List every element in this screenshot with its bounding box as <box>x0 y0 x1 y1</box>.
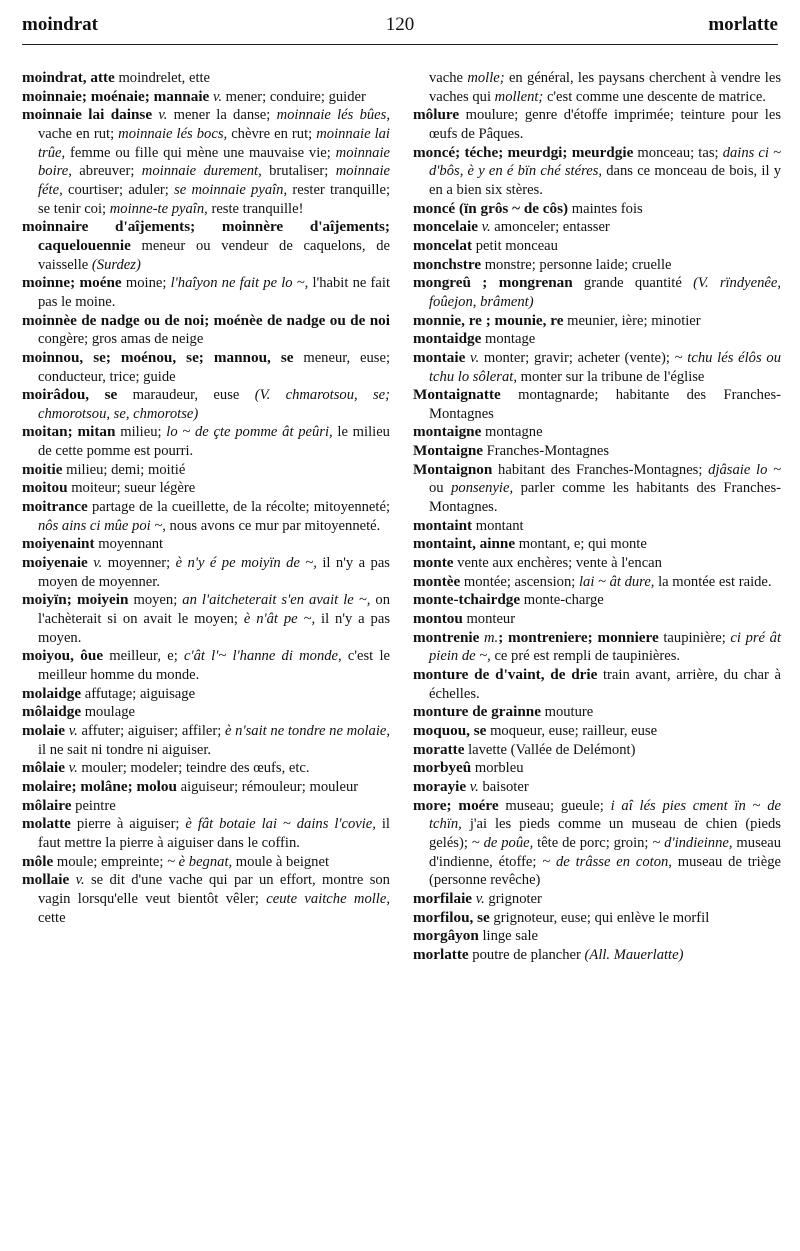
dictionary-entry <box>413 442 781 461</box>
definition-text: amonceler; entasser <box>490 219 610 236</box>
right-column <box>413 69 781 965</box>
definition-text: monte-charge <box>520 592 604 609</box>
definition-text: nous avons ce mur par mitoyenneté. <box>165 517 381 534</box>
definition-text: meunier, ière; minotier <box>563 312 701 329</box>
dictionary-entry <box>413 573 781 592</box>
definition-text: se dit d'une vache qui par un effort, montre son vagin lorsqu'elle veut bientôt vêler; <box>38 872 390 907</box>
headword: môlure <box>413 106 460 124</box>
headword: monture de d'vaint, de drie <box>413 666 598 683</box>
headword: moiyïn; moiyein <box>22 591 129 609</box>
headword: moitou <box>22 479 68 497</box>
dictionary-entry <box>413 927 781 946</box>
page-header <box>22 14 778 44</box>
definition-text: monceau; tas; <box>633 144 723 161</box>
example-text: è n'sait ne tondre ne molaie, <box>225 722 390 739</box>
example-text: moinnaie lés bocs, <box>118 125 228 142</box>
headword: monnie, re ; mounie, re <box>413 311 564 329</box>
dictionary-entry <box>413 330 781 349</box>
definition-text: morbleu <box>471 760 524 777</box>
headword: moncé (ïn grôs ~ de côs) <box>413 199 569 217</box>
example-text: l'haîyon ne fait pe lo ~, <box>170 275 309 292</box>
definition-text: museau de triège (personne revêche) <box>429 853 781 889</box>
dictionary-entry <box>413 274 781 311</box>
definition-text: moyenner; <box>102 555 176 572</box>
definition-text: monter; gravir; acheter (vente); <box>479 349 675 366</box>
example-text: nôs ains ci mûe poi ~, <box>38 517 166 534</box>
headword: moncé; téche; meurdgi; meurdgie <box>413 143 634 161</box>
header-left-guide-word: moindrat <box>22 14 98 35</box>
example-text: ~ d'indieinne, <box>652 834 733 851</box>
definition-text: montagnarde; habitante des Franches-Montagnes <box>429 387 781 422</box>
dictionary-entry <box>413 218 781 237</box>
definition-text: museau d'indienne, étoffe; <box>429 834 781 870</box>
headword: morlatte <box>413 945 469 963</box>
definition-text: moindrelet, ette <box>114 70 211 86</box>
example-text: ~ è begnat, <box>167 853 233 870</box>
definition-text: mouture <box>540 704 594 721</box>
definition-text: tête de porc; groin; <box>533 834 653 851</box>
example-text: mollent; <box>494 88 544 105</box>
dictionary-entry <box>22 535 390 554</box>
dictionary-entry <box>413 591 781 610</box>
headword: moinne; moéne <box>22 274 122 292</box>
example-text: i aî lés pies cment ïn ~ de tchïn, <box>429 797 781 833</box>
example-text: m. <box>479 629 499 646</box>
headword: moiyenaint <box>22 535 95 553</box>
dictionary-entry <box>413 535 781 554</box>
headword: molaie <box>22 721 66 739</box>
headword: moquou, se <box>413 721 487 739</box>
example-text: v. <box>152 107 168 124</box>
headword: molaidge <box>22 684 82 702</box>
dictionary-entry <box>413 890 781 909</box>
left-column <box>22 69 390 927</box>
definition-text: mener la danse; <box>167 107 277 124</box>
definition-text: brutaliser; <box>261 163 336 180</box>
headword: more; moére <box>413 796 499 814</box>
dictionary-entry <box>22 423 390 460</box>
example-text: ci pré ât piein de ~, <box>429 629 781 665</box>
example-text: (Surdez) <box>91 256 141 273</box>
headword: monchstre <box>413 255 482 273</box>
dictionary-entry <box>22 853 390 872</box>
dictionary-entry <box>22 106 390 218</box>
headword: moinnaie; moénaie; mannaie <box>22 87 210 105</box>
definition-text: moiteur; sueur légère <box>67 480 196 497</box>
definition-text: reste tranquille! <box>207 200 304 217</box>
definition-text: affuter; aiguiser; affiler; <box>77 722 225 739</box>
definition-text: on l'achèterait si on avait le moyen; <box>38 592 390 628</box>
definition-text: montage <box>481 331 536 348</box>
dictionary-entry <box>22 88 390 107</box>
dictionary-entry <box>413 909 781 928</box>
headword: molatte <box>22 815 71 833</box>
example-text: moinnaie lai trûe, <box>38 125 390 161</box>
definition-text: vache en rut; <box>38 125 119 142</box>
dictionary-entry <box>22 647 390 684</box>
example-text: è fât botaie lai ~ dains l'covie, <box>185 816 376 833</box>
dictionary-entry <box>22 461 390 480</box>
definition-text: il n'y a pas moyen de moyenner. <box>38 555 390 590</box>
headword: moindrat, atte <box>22 69 115 86</box>
example-text: v. <box>465 349 480 366</box>
headword: moncelat <box>413 236 473 254</box>
definition-text: parler comme les habitants des Franches-Montagnes. <box>429 480 781 516</box>
headword: moinnaire d'aîjements; moinnère d'aîjements; caquelouennie <box>22 218 390 254</box>
dictionary-entry <box>22 349 390 386</box>
dictionary-entry <box>413 256 781 275</box>
headword: montaint <box>413 516 473 534</box>
definition-text: l'habit ne fait pas le moine. <box>38 275 390 310</box>
dictionary-entry <box>413 722 781 741</box>
headword: montèe <box>413 572 461 590</box>
definition-text: monstre; personne laide; cruelle <box>481 256 672 273</box>
headword: moinnèe de nadge ou de noi; moénèe de nadge ou de noi <box>22 311 390 329</box>
example-text: molle; <box>467 70 505 86</box>
definition-text: moyennant <box>94 536 164 553</box>
definition-text: courtiser; aduler; <box>62 181 175 198</box>
headword: montaigne <box>413 423 482 441</box>
definition-text: montant <box>472 517 524 534</box>
definition-text: montant, e; qui monte <box>515 536 647 553</box>
example-text: moinnaie féte, <box>38 163 391 198</box>
definition-text: mouler; modeler; teindre des œufs, etc. <box>77 760 310 777</box>
dictionary-entry <box>22 722 390 759</box>
dictionary-entry <box>22 778 390 797</box>
definition-text: femme ou fille qui mène une mauvaise vie; <box>65 144 336 161</box>
dictionary-entry <box>413 144 781 200</box>
definition-text: ou <box>429 480 452 497</box>
dictionary-entry <box>413 629 781 666</box>
dictionary-entry <box>22 69 390 88</box>
dictionary-entry <box>22 498 390 535</box>
definition-text: c'est le meilleur homme du monde. <box>38 648 390 683</box>
definition-text: abreuver; <box>71 163 142 180</box>
example-text: ponsenyie, <box>451 480 514 497</box>
definition-text: grignoteur, euse; qui enlève le morfil <box>489 909 710 926</box>
headword: montou <box>413 610 463 628</box>
headword: morayie <box>413 777 467 795</box>
dictionary-entry <box>22 591 390 647</box>
definition-text: taupinière; <box>658 629 731 646</box>
example-text: v. <box>477 219 491 236</box>
dictionary-entry <box>413 423 781 442</box>
example-text: ~ tchu lés élôs ou tchu lo sôlerat, <box>429 349 781 385</box>
definition-text: lavette (Vallée de Delémont) <box>464 741 636 758</box>
headword: montaidge <box>413 330 482 348</box>
dictionary-entry <box>22 759 390 778</box>
definition-text: pierre à aiguiser; <box>70 816 186 833</box>
dictionary-entry <box>22 685 390 704</box>
example-text: v. <box>87 555 103 572</box>
headword: moitie <box>22 460 63 478</box>
dictionary-entry <box>413 797 781 890</box>
headword: morbyeû <box>413 759 472 777</box>
definition-text: maintes fois <box>568 200 643 217</box>
definition-text: grande quantité <box>572 275 694 292</box>
definition-text: ce pré est rempli de taupinières. <box>490 648 681 665</box>
definition-text: milieu; demi; moitié <box>62 461 186 478</box>
headword: moiyou, ôue <box>22 647 104 665</box>
headword: Montaignon <box>413 460 493 478</box>
definition-text: grignoter <box>484 890 542 907</box>
definition-text: en général, les paysans cherchent à vendre les vaches qui <box>429 70 781 105</box>
example-text: ceute vaitche molle, <box>266 890 390 907</box>
example-text: se moinnaie pyaîn, <box>174 181 288 198</box>
dictionary-entry <box>22 218 390 274</box>
headword: monture de grainne <box>413 703 541 721</box>
dictionary-entry <box>22 871 390 927</box>
headword: montrenie <box>413 628 480 646</box>
dictionary-entry <box>413 200 781 219</box>
example-text: lai ~ ât dure, <box>578 573 655 590</box>
definition-text: il n'y a pas moyen. <box>38 611 391 646</box>
definition-text: petit monceau <box>472 237 558 254</box>
dictionary-entry <box>413 517 781 536</box>
example-text: djâsaie lo ~ <box>708 461 781 478</box>
definition-text: j'ai les pieds comme un museau de chien (pieds gelés); <box>429 816 781 851</box>
definition-text: cette <box>38 909 66 926</box>
example-text: v. <box>65 760 78 777</box>
headword: ; montreniere; monniere <box>498 628 659 646</box>
headword: moinnou, se; moénou, se; mannou, se <box>22 348 294 366</box>
example-text: v. <box>209 88 223 105</box>
definition-text: moulage <box>81 704 135 721</box>
example-text: moinnaie lés bûes, <box>276 107 390 124</box>
headword: mollaie <box>22 871 70 889</box>
dictionary-entry <box>413 312 781 331</box>
definition-text: baisoter <box>478 778 529 795</box>
definition-text: poutre de plancher <box>468 946 585 963</box>
dictionary-entry <box>413 461 781 517</box>
example-text: moinne-te pyaîn, <box>109 200 208 217</box>
example-text: dains ci ~ d'bôs, è y en é bïn ché stéres, <box>429 144 781 180</box>
example-text: v. <box>69 872 85 889</box>
definition-text: c'est comme une descente de matrice. <box>543 88 766 105</box>
headword: morgâyon <box>413 927 479 945</box>
headword: moitrance <box>22 498 88 516</box>
definition-text: maraudeur, euse <box>117 387 255 404</box>
dictionary-entry <box>22 815 390 852</box>
example-text: (V. rïndyenêe, foûejon, brâment) <box>429 275 781 310</box>
headword: Montaignatte <box>413 386 501 404</box>
example-text: v. <box>65 722 78 739</box>
headword: morfilou, se <box>413 908 490 926</box>
example-text: v. <box>472 890 485 907</box>
header-right-guide-word: morlatte <box>708 14 778 35</box>
definition-text: meneur ou vendeur de caquelons, de vaisselle <box>38 237 390 273</box>
dictionary-entry <box>22 386 390 423</box>
headword: moirâdou, se <box>22 386 118 404</box>
dictionary-entry <box>22 554 390 591</box>
definition-text: moqueur, euse; railleur, euse <box>486 722 658 739</box>
definition-text: milieu; <box>115 424 167 441</box>
headword: morfilaie <box>413 889 473 907</box>
dictionary-entry <box>413 703 781 722</box>
example-text: ~ de trâsse en coton, <box>542 853 672 870</box>
headword: môlaidge <box>22 703 82 721</box>
definition-text: moule; empreinte; <box>53 853 168 870</box>
definition-text: il ne sait ni tondre ni aiguiser. <box>38 741 212 758</box>
definition-text: linge sale <box>478 928 538 945</box>
headword: mongreû ; mongrenan <box>413 274 573 292</box>
definition-text: affutage; aiguisage <box>81 685 196 702</box>
example-text: lo ~ de çte pomme ât peûri, <box>166 424 333 441</box>
headword: molaire; molâne; molou <box>22 777 177 795</box>
definition-text: Franches-Montagnes <box>483 443 610 460</box>
dictionary-entry <box>413 610 781 629</box>
dictionary-entry <box>413 386 781 423</box>
example-text: v. <box>466 778 479 795</box>
headword: môle <box>22 852 54 870</box>
example-text: moinnaie durement, <box>141 163 262 180</box>
example-text: è n'y é pe moiyïn de ~, <box>175 555 317 572</box>
dictionary-entry <box>413 69 781 106</box>
headword: monte-tchairdge <box>413 591 521 609</box>
definition-text: mener; conduire; guider <box>222 88 366 105</box>
definition-text: la montée est raide. <box>654 573 772 590</box>
dictionary-entry <box>413 349 781 386</box>
dictionary-entry <box>413 106 781 143</box>
headword: moinnaie lai dainse <box>22 106 153 124</box>
dictionary-entry <box>413 759 781 778</box>
definition-text: habitant des Franches-Montagnes; <box>492 461 709 478</box>
headword: Montaigne <box>413 442 484 460</box>
example-text: (All. Mauerlatte) <box>584 946 684 963</box>
definition-text: rester tranquille; se tenir coi; <box>38 181 391 217</box>
dictionary-entry <box>22 274 390 311</box>
definition-text: moine; <box>121 275 171 292</box>
dictionary-entry <box>413 946 781 965</box>
example-text: è n'ât pe ~, <box>243 611 316 628</box>
page-number: 120 <box>385 14 415 35</box>
definition-text: moyen; <box>128 592 183 609</box>
definition-text: moule à beignet <box>232 853 330 870</box>
dictionary-entry <box>413 741 781 760</box>
dictionary-entry <box>413 554 781 573</box>
headword: montaie <box>413 348 466 366</box>
headword: moiyenaie <box>22 554 88 572</box>
definition-text: moulure; genre d'étoffe imprimée; teinture pour les œufs de Pâques. <box>429 107 781 142</box>
dictionary-entry <box>413 666 781 703</box>
headword: montaint, ainne <box>413 535 516 553</box>
definition-text: le milieu de cette pomme est pourri. <box>38 424 390 460</box>
definition-text: dans ce monceau de bois, il y en a bien six stères. <box>429 163 781 198</box>
example-text: (V. chmarotsou, se; chmorotsou, se, chmorotse) <box>38 387 391 422</box>
definition-text: monter sur la tribune de l'église <box>516 368 705 385</box>
definition-text: congère; gros amas de neige <box>38 331 204 348</box>
definition-text: peintre <box>71 797 116 814</box>
definition-text: monteur <box>462 611 516 628</box>
dictionary-entry <box>22 797 390 816</box>
headword: moitan; mitan <box>22 423 116 441</box>
definition-text: train avant, arrière, du char à échelles. <box>429 667 781 702</box>
headword: môlaie <box>22 759 66 777</box>
definition-text: chèvre en rut; <box>227 125 317 142</box>
headword: môlaire <box>22 796 72 814</box>
dictionary-entry <box>413 237 781 256</box>
header-rule <box>22 44 778 45</box>
definition-text: vache <box>429 70 468 86</box>
example-text: an l'aitcheterait s'en avait le ~, <box>182 592 371 609</box>
definition-text: montée; ascension; <box>460 573 579 590</box>
example-text: moinnaie boire, <box>38 144 390 180</box>
definition-text: montagne <box>481 424 543 441</box>
dictionary-entry <box>413 778 781 797</box>
example-text: c'ât l'~ l'hanne di monde, <box>183 648 342 665</box>
headword: monte <box>413 554 454 572</box>
definition-text: meneur, euse; conducteur, trice; guide <box>38 349 391 385</box>
headword: moratte <box>413 740 465 758</box>
definition-text: vente aux enchères; vente à l'encan <box>453 555 662 572</box>
definition-text: aiguiseur; rémouleur; mouleur <box>176 778 359 795</box>
definition-text: partage de la cueillette, de la récolte; mitoyenneté; <box>87 499 390 516</box>
dictionary-entry <box>22 312 390 349</box>
dictionary-entry <box>22 703 390 722</box>
headword: moncelaie <box>413 218 478 236</box>
dictionary-entry <box>22 479 390 498</box>
definition-text: meilleur, e; <box>103 648 184 665</box>
example-text: ~ de poûe, <box>471 834 534 851</box>
definition-text: il faut mettre la pierre à aiguiser dans le coffin. <box>38 816 390 851</box>
definition-text: museau; gueule; <box>498 797 611 814</box>
